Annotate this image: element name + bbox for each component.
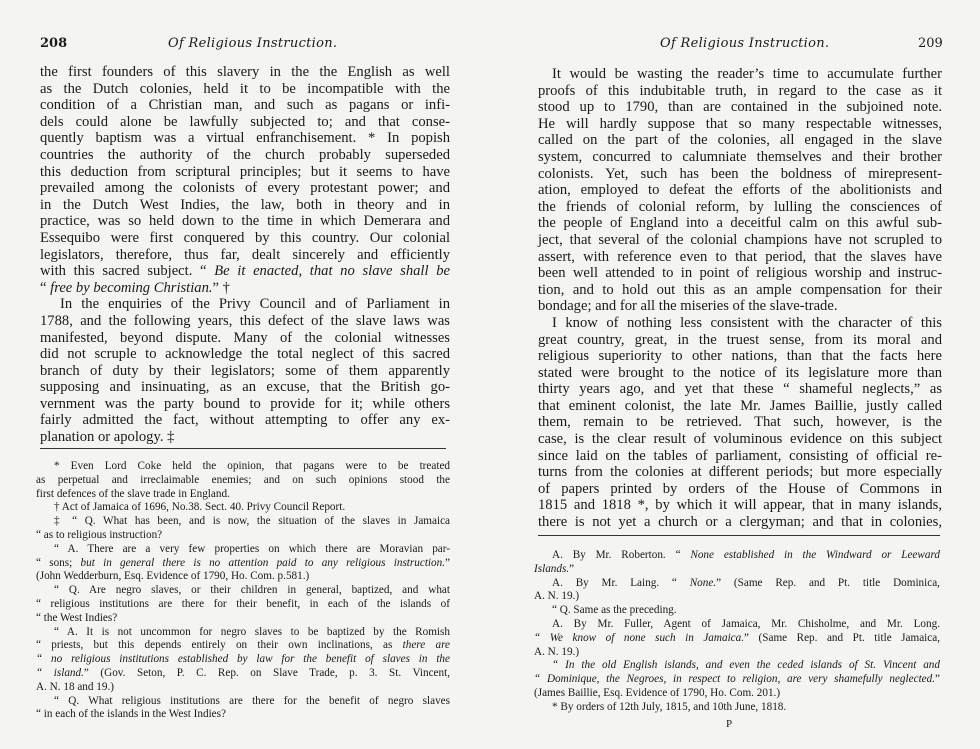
- text-line: ation, employed to defeat the efforts of the abolitionists and: [538, 182, 942, 199]
- body-text: [40, 64, 450, 446]
- text-line: planation or apology. ‡: [40, 429, 175, 446]
- footnote-line: A. N. 18 and 19.): [36, 680, 114, 693]
- text-fragment: ” (Same Rep. and Pt. title Dominica,: [716, 576, 940, 589]
- paragraph-1: [538, 66, 942, 315]
- text-fragment: ”: [445, 556, 450, 569]
- footnote-line: [36, 639, 450, 653]
- text-line: the first founders of this slavery in the the English as well: [40, 64, 450, 80]
- footnote-line: “ A. It is not uncommon for negro slaves to be baptized by the Romish: [54, 625, 450, 638]
- text-line: them, remain to be retrieved. That such, however, is the: [538, 414, 942, 431]
- text-line: quently baptism was a virtual enfranchisement. * In popish: [40, 130, 450, 147]
- text-line: great country, great, in the truest sense, from its moral and: [538, 331, 942, 348]
- footnote-line: ‡ “ Q. What has been, and is now, the situation of the slaves in Jamaica: [54, 515, 450, 528]
- footnote-ref: ” †: [212, 279, 230, 296]
- text-line: 1815 and 1818 *, by which it will appear, that in many islands,: [538, 497, 942, 514]
- text-fragment: ”: [935, 673, 940, 686]
- text-line: proofs of this indubitable truth, in regard to the case as it: [538, 82, 942, 99]
- running-head: Of Religious Instruction.: [168, 36, 338, 51]
- text-line: branch of duty by their legislators; some of them apparently: [40, 362, 450, 379]
- text-line: colonists. Yet, such has been the boldness of mirepresent-: [538, 165, 942, 182]
- text-line: condition of a Christian man, and such as pagans or infi-: [40, 97, 450, 114]
- text-line: that eminent colonist, the late Mr. James Baillie, justly called: [538, 397, 942, 414]
- text-line: supposing and insinuating, as an excuse, that the British go-: [40, 379, 450, 396]
- footnote-line: † Act of Jamaica of 1696, No.38. Sect. 40. Privy Council Report.: [54, 501, 346, 514]
- footnote-line: (James Baillie, Esq. Evidence of 1790, Ho. Com. 201.): [534, 686, 781, 699]
- quotation: None.: [689, 576, 717, 589]
- footnote-line: [534, 577, 940, 591]
- footnote-line: “ A. There are a very few properties on which there are Moravian par-: [54, 542, 450, 555]
- paragraph-2: [40, 296, 450, 445]
- text-line: stood up to 1790, than are contained in the subjoined note.: [538, 99, 942, 116]
- text-fragment: “ priests, but this depends entirely on their own inclinations, as: [36, 639, 403, 652]
- text-line: as the Dutch colonies, held it to be incompatible with the: [40, 80, 450, 97]
- text-line: system, concurred to calumniate themselves and their brother: [538, 148, 942, 165]
- text-fragment: A. By Mr. Laing. “: [552, 576, 690, 589]
- footnote-line: [534, 673, 940, 687]
- footnotes: [534, 549, 940, 715]
- text-line: ject, that several of the colonial champions have not scrupled to: [538, 231, 942, 248]
- text-line: [40, 280, 450, 297]
- text-line: been well attended to in point of religious worship and instruc-: [538, 265, 942, 282]
- text-fragment: ” (Same Rep. and Pt. title Jamaica,: [744, 631, 940, 644]
- footnote-line: * By orders of 12th July, 1815, and 10th June, 1818.: [552, 700, 787, 713]
- footnote-line: A. N. 19.): [534, 645, 580, 658]
- text-line: did not scruple to acknowledge the total neglect of this sacred: [40, 346, 450, 363]
- text-line: prevailed among the colonists of every protestant power; and: [40, 180, 450, 197]
- footnote-line: (John Wedderburn, Esq. Evidence of 1790, Ho. Com. p.581.): [36, 570, 310, 583]
- footnote-line: “ the West Indies?: [36, 611, 118, 624]
- text-fragment: “ sons;: [36, 556, 81, 569]
- text-line: I know of nothing less consistent with the character of this: [552, 314, 942, 331]
- text-fragment: “: [40, 279, 51, 296]
- text-line: case, is the clear result of voluminous evidence on this subject: [538, 431, 942, 448]
- text-line: in the Dutch West Indies, the law, both in theory and in: [40, 196, 450, 213]
- footnote-line: as perpetual and irreclaimable enemies; and on such opinions stood the: [36, 473, 450, 486]
- paragraph-1: [40, 64, 450, 296]
- text-line: there is not yet a church or a clergyman; and that in colonies,: [538, 514, 942, 531]
- text-line: this deduction from scriptural principles; but it seems to have: [40, 163, 450, 180]
- text-line: since laid on the tables of parliament, consisting of official re-: [538, 447, 942, 464]
- text-line: religious superiority to other nations, than that the facts here: [538, 348, 942, 365]
- text-line: [40, 263, 450, 280]
- footnote-line: “ as to religious instruction?: [36, 528, 163, 541]
- footnote-line: “ Q. Are negro slaves, or their children in general, baptized, and what: [54, 584, 450, 597]
- footnote-rule: [40, 448, 446, 449]
- footnote-line: first defences of the slave trade in England.: [36, 487, 230, 500]
- text-line: thirty years ago, and yet that these “ shameful neglects,” as: [538, 381, 942, 398]
- quotation: Islands.: [534, 562, 570, 575]
- footnote-line: A. N. 19.): [534, 590, 580, 603]
- quotation: “ We know of none such in Jamaica.: [534, 631, 745, 644]
- text-line: the people of England into a deceitful calm on this awful sub-: [538, 215, 942, 232]
- text-fragment: ” (Gov. Seton, P. C. Rep. on Slave Trade, p. 3. St. Vincent,: [83, 666, 451, 679]
- footnote-line: * Even Lord Coke held the opinion, that pagans were to be treated: [54, 460, 450, 472]
- footnote-line: [36, 557, 450, 571]
- footnote-line: “ In the old English islands, and even the ceded islands of St. Vincent and: [552, 659, 940, 672]
- running-head: Of Religious Instruction.: [660, 36, 830, 51]
- text-line: tion, and to hold out this as an ample compensation for their: [538, 281, 942, 298]
- text-line: vernment was the party bound to provide for it; while others: [40, 395, 450, 412]
- text-line: legislators, therefore, thus far, dealt sincerely and efficiently: [40, 246, 450, 263]
- paragraph-2: [538, 315, 942, 531]
- footnote-line: [36, 667, 450, 681]
- text-line: countries the authority of the church probably superseded: [40, 146, 450, 163]
- text-line: stated were brought to the notice of its legislature more than: [538, 364, 942, 381]
- footnote-line: [534, 563, 940, 577]
- footnotes: [36, 460, 450, 722]
- text-line: dels could alone be lawfully subjected to; and that conse-: [40, 113, 450, 130]
- page-number: 208: [40, 36, 68, 51]
- text-line: Essequibo were first conquered by this country. Our colonial: [40, 229, 450, 246]
- text-line: It would be wasting the reader’s time to accumulate further: [552, 66, 942, 82]
- footnote-line: “ in each of the islands in the West Indies?: [36, 708, 226, 721]
- footnote-line: [534, 632, 940, 646]
- footnote-line: “ religious institutions are there for their benefit, in each of the islands of: [36, 597, 450, 610]
- text-line: assert, with reference even to that period, that the slaves have: [538, 248, 942, 265]
- footnote-line: “ Q. What religious institutions are there for the benefit of negro slaves: [54, 694, 450, 707]
- text-fragment: ”: [569, 562, 575, 575]
- text-fragment: A. By Mr. Roberton. “: [552, 549, 691, 561]
- quotation: “ Dominique, the Negroes, in respect to religion, are very shamefully neglected.: [534, 673, 936, 686]
- footnote-line: “ Q. Same as the preceding.: [552, 604, 677, 617]
- text-line: He will hardly suppose that so many respectable witnesses,: [538, 115, 942, 132]
- text-line: manifested, beyond dispute. Many of the colonial witnesses: [40, 329, 450, 346]
- text-fragment: with this sacred subject. “: [40, 263, 215, 280]
- quotation: there are: [402, 639, 450, 652]
- text-line: fairly admitted the fact, without attempting to offer any ex-: [40, 412, 450, 429]
- text-line: bondage; and for all the miseries of the slave-trade.: [538, 298, 838, 315]
- text-line: called on the part of the colonies, all engaged in the slave: [538, 132, 942, 149]
- quotation: free by becoming Christian.: [50, 279, 213, 296]
- quotation: “ island.: [36, 666, 84, 679]
- text-line: practice, was so held down to the time in which Demerara and: [40, 213, 450, 230]
- right-page: [490, 0, 980, 749]
- footnote-line: “ no religious institutions established by law for the benefit of slaves in the: [36, 653, 450, 666]
- text-line: 1788, and the following years, this defect of the slave laws was: [40, 312, 450, 329]
- body-text: [538, 66, 942, 531]
- footnote-line: A. By Mr. Fuller, Agent of Jamaica, Mr. Chisholme, and Mr. Long.: [552, 617, 940, 630]
- quotation: Be it enacted, that no slave shall be: [214, 263, 450, 280]
- footnote-line: [534, 549, 940, 563]
- text-line: In the enquiries of the Privy Council and of Parliament in: [60, 296, 450, 313]
- signature-mark: P: [726, 718, 733, 730]
- text-line: the friends of colonial reform, by lulling the consciences of: [538, 198, 942, 215]
- footnote-rule: [538, 535, 940, 536]
- quotation: but in general there is no attention paid to any religious instruction.: [80, 556, 446, 569]
- text-line: turns from the colonies at different periods; but more especially: [538, 464, 942, 481]
- page-number: 209: [918, 36, 943, 51]
- text-line: of papers printed by orders of the House of Commons in: [538, 480, 942, 497]
- quotation: None established in the Windward or Leeward: [690, 549, 940, 561]
